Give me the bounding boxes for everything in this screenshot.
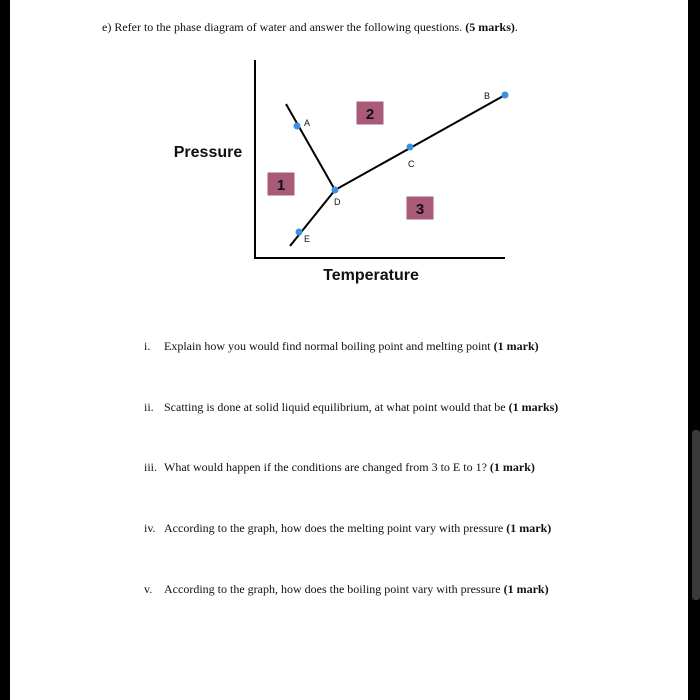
question-text: Scatting is done at solid liquid equilibrium, at what point would that be <box>164 400 506 414</box>
question-text: What would happen if the conditions are changed from 3 to E to 1? <box>164 460 487 474</box>
point-c <box>407 144 416 170</box>
region-3 <box>406 196 434 220</box>
scrollbar[interactable] <box>692 430 700 600</box>
svg-text:E: E <box>304 234 311 244</box>
question-v <box>144 582 549 597</box>
question-marks: (1 mark) <box>489 460 535 474</box>
question-iii <box>144 460 535 475</box>
heading-label: e) <box>102 20 112 34</box>
svg-text:B: B <box>484 91 491 101</box>
question-iv <box>144 521 551 536</box>
question-ii <box>144 400 558 415</box>
question-number: i. <box>144 339 151 353</box>
heading-end: . <box>514 20 518 34</box>
solid-gas-line <box>290 190 335 246</box>
question-marks: (1 mark) <box>506 521 552 535</box>
region-2 <box>356 101 384 125</box>
point-d <box>332 187 342 208</box>
question-marks: (1 mark) <box>503 582 549 596</box>
question-number: ii. <box>144 400 154 414</box>
question-number: iii. <box>144 460 158 474</box>
svg-text:C: C <box>408 159 415 169</box>
svg-text:2: 2 <box>365 106 375 123</box>
svg-text:A: A <box>304 118 311 128</box>
heading-text: Refer to the phase diagram of water and answer the following questions. <box>114 20 463 34</box>
document-page <box>10 0 688 700</box>
question-text: According to the graph, how does the melting point vary with pressure <box>164 521 504 535</box>
question-number: v. <box>144 582 153 596</box>
question-marks: (1 marks) <box>508 400 559 414</box>
question-marks: (1 mark) <box>493 339 539 353</box>
question-i <box>144 339 539 354</box>
question-number: iv. <box>144 521 156 535</box>
question-text: According to the graph, how does the boiling point vary with pressure <box>164 582 501 596</box>
question-text: Explain how you would find normal boiling point and melting point <box>164 339 491 353</box>
heading-marks: (5 marks) <box>465 20 515 34</box>
svg-text:D: D <box>334 197 341 207</box>
svg-text:1: 1 <box>276 177 286 194</box>
region-1 <box>267 172 295 196</box>
x-axis-label: Temperature <box>323 267 419 284</box>
phase-diagram <box>10 0 688 300</box>
svg-text:3: 3 <box>415 201 425 218</box>
y-axis-label: Pressure <box>173 144 243 161</box>
